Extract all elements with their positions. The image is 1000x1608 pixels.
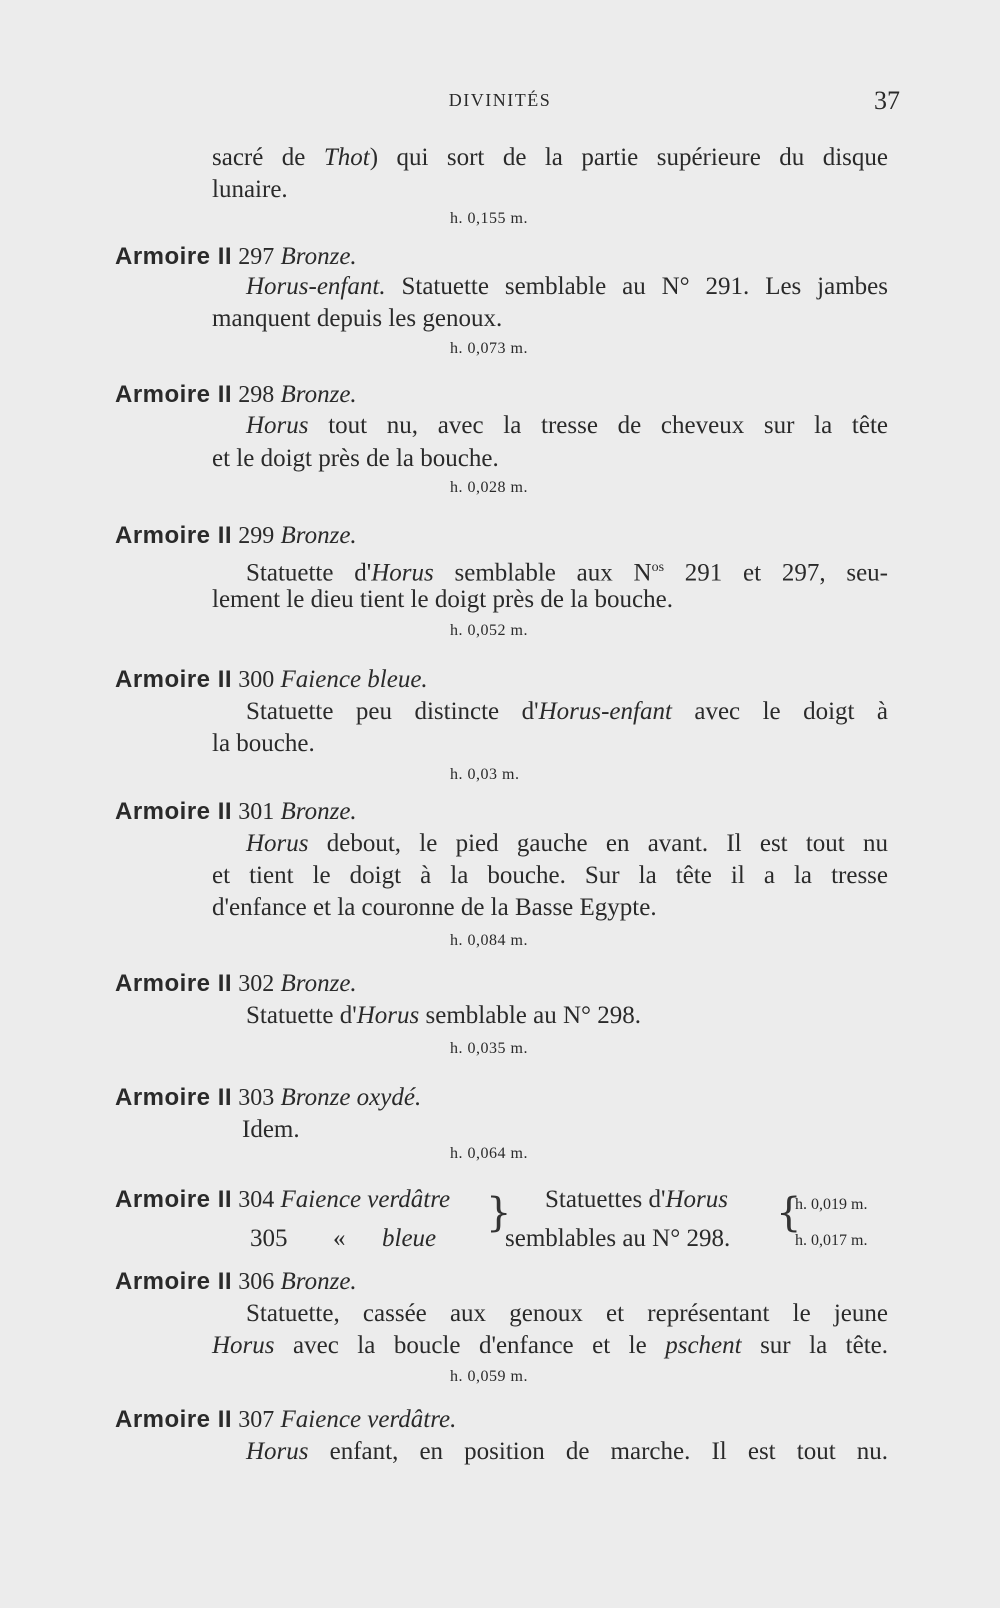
entry-heading: Armoire II 299 Bronze. (115, 522, 357, 549)
text-line: semblables au N° 298. (505, 1225, 731, 1252)
dimension: h. 0,155 m. (450, 210, 528, 227)
text-line: Idem. (242, 1116, 300, 1143)
text-line: la bouche. (212, 730, 315, 757)
dimension: h. 0,064 m. (450, 1145, 528, 1162)
entry-material: bleue (382, 1225, 437, 1252)
entry-heading: Armoire II 301 Bronze. (115, 798, 357, 825)
text-line: et tient le doigt à la bouche. Sur la tête il a la tresse (212, 862, 888, 889)
brace-right: { (776, 1190, 802, 1236)
dimension: h. 0,017 m. (795, 1232, 868, 1249)
text-line: Statuettes d'Horus (545, 1186, 728, 1213)
text-line: Statuette, cassée aux genoux et représentant le jeune (246, 1300, 888, 1327)
text-line: Horus debout, le pied gauche en avant. Il est tout nu (246, 830, 888, 857)
entry-heading: Armoire II 304 Faience verdâtre (115, 1186, 451, 1213)
dimension: h. 0,019 m. (795, 1196, 868, 1213)
entry-heading: Armoire II 306 Bronze. (115, 1268, 357, 1295)
entry-heading: Armoire II 302 Bronze. (115, 970, 357, 997)
text-line: Horus-enfant. Statuette semblable au N° 291. Les jambes (246, 273, 888, 300)
entry-heading: Armoire II 307 Faience verdâtre. (115, 1406, 457, 1433)
dimension: h. 0,052 m. (450, 622, 528, 639)
text-line: Statuette d'Horus semblable aux $N^{os}$ 291 et 297, seu- (246, 559, 888, 587)
page-number: 37 (874, 86, 900, 115)
text-line: Horus avec la boucle d'enfance et le pschent sur la tête. (212, 1332, 888, 1359)
entry-number: 305 (250, 1225, 288, 1252)
dimension: h. 0,03 m. (450, 766, 520, 783)
dimension: h. 0,073 m. (450, 340, 528, 357)
text-line: Horus tout nu, avec la tresse de cheveux sur la tête (246, 412, 888, 439)
ditto-mark: « (333, 1225, 346, 1252)
text-line: sacré de Thot) qui sort de la partie supérieure du disque (212, 144, 888, 171)
entry-heading: Armoire II 300 Faience bleue. (115, 666, 428, 693)
text-line: manquent depuis les genoux. (212, 305, 503, 332)
text-line: Statuette d'Horus semblable au N° 298. (246, 1002, 642, 1029)
entry-heading: Armoire II 303 Bronze oxydé. (115, 1084, 422, 1111)
brace-left: } (486, 1190, 512, 1236)
text-line: et le doigt près de la bouche. (212, 445, 499, 472)
text-line: lunaire. (212, 176, 288, 203)
text-line: lement le dieu tient le doigt près de la bouche. (212, 586, 673, 613)
entry-heading: Armoire II 297 Bronze. (115, 243, 357, 270)
text-line: d'enfance et la couronne de la Basse Egypte. (212, 894, 657, 921)
dimension: h. 0,035 m. (450, 1040, 528, 1057)
dimension: h. 0,059 m. (450, 1368, 528, 1385)
text-line: Horus enfant, en position de marche. Il est tout nu. (246, 1438, 888, 1465)
dimension: h. 0,028 m. (450, 479, 528, 496)
entry-heading: Armoire II 298 Bronze. (115, 381, 357, 408)
running-header: DIVINITÉS (448, 90, 552, 110)
dimension: h. 0,084 m. (450, 932, 528, 949)
text-line: Statuette peu distincte d'Horus-enfant avec le doigt à (246, 698, 888, 725)
